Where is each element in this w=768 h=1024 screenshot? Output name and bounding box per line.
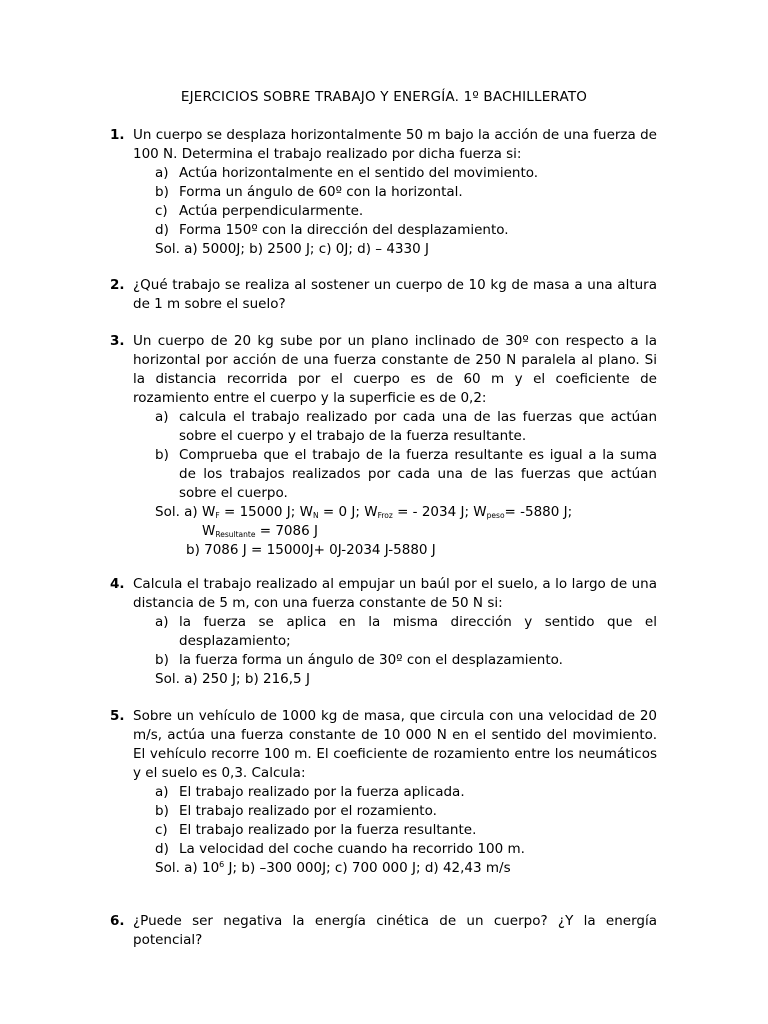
list-item: b) El trabajo realizado por el rozamiento.	[155, 803, 437, 819]
exercise-statement: Sobre un vehículo de 1000 kg de masa, que circula con una velocidad de 20 m/s, actúa una fuerza constante de 10 000 N en el sentido del movimiento. El vehículo recorre 100 m. El coeficiente de rozamiento entre los neumáticos y el suelo es 0,3. Calcula:	[133, 708, 657, 781]
list-item: a) Actúa horizontalmente en el sentido del movimiento.	[155, 165, 539, 181]
list-item: c) El trabajo realizado por la fuerza resultante.	[155, 822, 477, 838]
solution-line: $W_{Resultante} = 7086$ J	[202, 523, 318, 539]
solution: Sol. a) 250 J; b) 216,5 J	[155, 671, 310, 687]
exercise-statement: ¿Puede ser negativa la energía cinética de un cuerpo? ¿Y la energía potencial?	[133, 913, 657, 948]
list-item: b) Forma un ángulo de 60º con la horizontal.	[155, 184, 463, 200]
exercise-number: 5.	[110, 708, 125, 724]
exercise-items	[155, 783, 657, 859]
list-item: b) la fuerza forma un ángulo de 30º con el desplazamiento.	[155, 652, 563, 668]
list-item: b) Comprueba que el trabajo de la fuerza resultante es igual a la suma de los trabajos realizados por cada una de las fuerzas que actúan sobre el cuerpo.	[155, 447, 657, 501]
page-title: EJERCICIOS SOBRE TRABAJO Y ENERGÍA. 1º BACHILLERATO	[180, 89, 588, 105]
exercise-number: 1.	[110, 127, 125, 143]
solution-line: b) 7086 J = 15000J+ 0J-2034 J-5880 J	[186, 542, 436, 558]
exercise-statement: Calcula el trabajo realizado al empujar un baúl por el suelo, a lo largo de una distancia de 5 m, con una fuerza constante de 50 N si:	[133, 576, 657, 611]
exercise-number: 6.	[110, 913, 125, 929]
exercise-number: 3.	[110, 333, 125, 349]
solution: Sol. a) 5000J; b) 2500 J; c) 0J; d) – 4330 J	[155, 241, 429, 257]
exercise-statement: Un cuerpo de 20 kg sube por un plano inclinado de 30º con respecto a la horizontal por acción de una fuerza constante de 250 N paralela al plano. Si la distancia recorrida por el cuerpo es de 60 m y el coeficiente de rozamiento entre el cuerpo y la superficie es de 0,2:	[133, 333, 657, 406]
exercise-statement: ¿Qué trabajo se realiza al sostener un cuerpo de 10 kg de masa a una altura de 1 m sobre el suelo?	[133, 277, 657, 312]
list-item: d) La velocidad del coche cuando ha recorrido 100 m.	[155, 841, 525, 857]
list-item: d) Forma 150º con la dirección del desplazamiento.	[155, 222, 509, 238]
list-item: a) calcula el trabajo realizado por cada una de las fuerzas que actúan sobre el cuerpo y el trabajo de la fuerza resultante.	[155, 409, 657, 444]
exercise-number: 2.	[110, 277, 125, 293]
list-item: c) Actúa perpendicularmente.	[155, 203, 364, 219]
list-item: a) El trabajo realizado por la fuerza aplicada.	[155, 784, 465, 800]
exercise-number: 4.	[110, 576, 125, 592]
solution: Sol. a) $10^6$ J; b) –300 000J; c) 700 000 J; d) 42,43 m/s	[155, 860, 511, 876]
exercise-items	[155, 613, 657, 670]
solution-line: Sol. a) $W_F = 15000$ J; $W_N = 0$ J; $W_{Froz}$ = - 2034 J; $W_{peso}= -5880$ J;	[155, 504, 573, 520]
exercise-items	[155, 164, 657, 240]
list-item: a) la fuerza se aplica en la misma dirección y sentido que el desplazamiento;	[155, 614, 657, 649]
exercise-items	[155, 408, 657, 503]
exercise-statement: Un cuerpo se desplaza horizontalmente 50 m bajo la acción de una fuerza de 100 N. Determina el trabajo realizado por dicha fuerza si:	[133, 127, 657, 162]
